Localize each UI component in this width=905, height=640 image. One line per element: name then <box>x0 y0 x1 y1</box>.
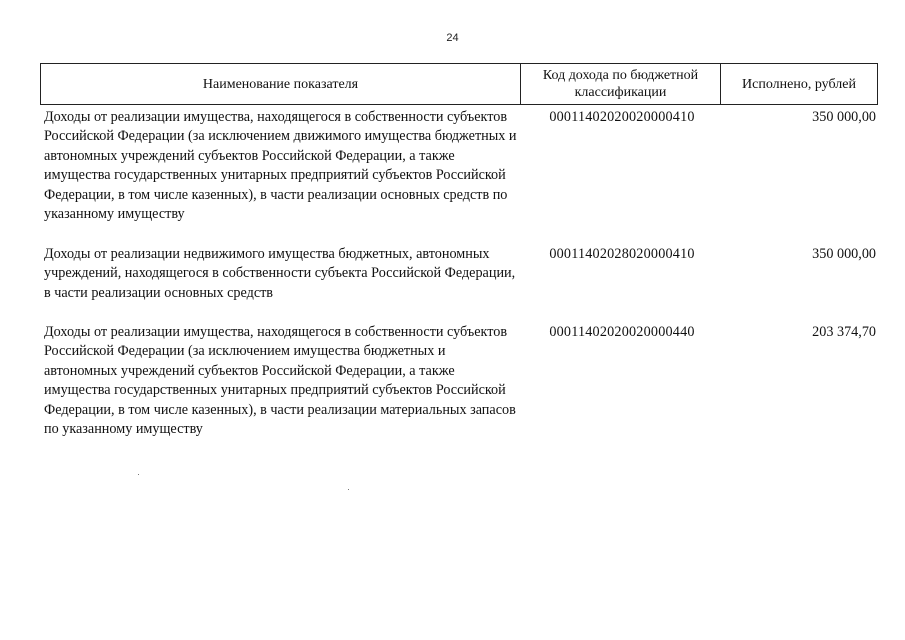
header-amount-cell: Исполнено, рублей <box>742 76 856 92</box>
row-code: 00011402028020000410 <box>549 246 695 262</box>
row-amount: 203 374,70 <box>812 324 876 340</box>
scan-speck <box>138 474 139 475</box>
row-name: Доходы от реализации имущества, находящегося в собственности субъектов Российской Федерации (за исключением движимого имущества бюджетных и автономных учреждений субъектов Российской Федерации, а также имущества государственных унитарных предприятий субъектов Российской Федерации, в том числе казенных), в части реализации основных средств по указанному имуществу <box>44 109 517 223</box>
table-row <box>40 108 878 224</box>
row-name: Доходы от реализации недвижимого имущества бюджетных, автономных учреждений, находящегося в собственности субъекта Российской Федерации, в части реализации основных средств <box>44 246 516 301</box>
row-code: 00011402020020000410 <box>549 109 695 125</box>
row-code: 00011402020020000440 <box>549 324 695 340</box>
table-row <box>40 323 878 439</box>
page-number: 24 <box>446 32 459 44</box>
row-amount: 350 000,00 <box>812 109 876 125</box>
table-row <box>40 245 878 303</box>
scan-speck <box>348 489 349 490</box>
table-header <box>40 63 878 105</box>
row-amount: 350 000,00 <box>812 246 876 262</box>
row-name: Доходы от реализации имущества, находящегося в собственности субъектов Российской Федерации (за исключением имущества бюджетных и автономных учреждений субъектов Российской Федерации, а также имущества государственных унитарных предприятий субъектов Российской Федерации, в том числе казенных), в части реализации материальных запасов по указанному имуществу <box>44 324 516 438</box>
header-name-cell: Наименование показателя <box>41 64 521 104</box>
header-code-cell: Код дохода по бюджетной классификации <box>521 64 721 104</box>
